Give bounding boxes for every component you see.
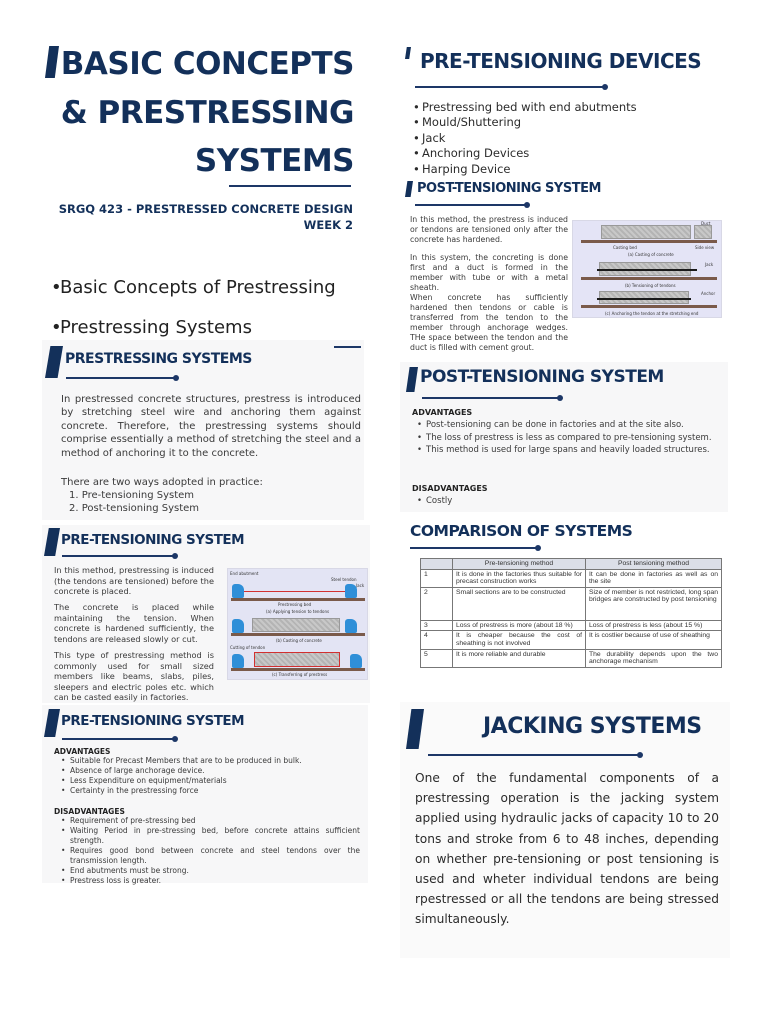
advantage-item: • The loss of prestress is less as compared to pre-tensioning system. — [416, 432, 726, 445]
abutment-icon — [232, 619, 244, 633]
accent-slash-icon — [45, 46, 59, 78]
tendon — [597, 298, 691, 300]
section-heading: PRE-TENSIONING SYSTEM — [61, 713, 245, 729]
advantage-item: • Absence of large anchorage device. — [60, 766, 360, 776]
device-item: • Jack — [412, 131, 637, 146]
diagram-label: Cutting of tendon — [230, 645, 266, 650]
section-heading: COMPARISON OF SYSTEMS — [410, 522, 633, 540]
diagram-label: Anchor — [701, 291, 716, 296]
table-header-row — [421, 559, 722, 570]
topic-list — [50, 268, 336, 348]
pre-tensioning-cell: Small sections are to be constructed — [453, 587, 586, 620]
pre-tensioning-cell: It is done in the factories thus suitable for precast construction works — [453, 569, 586, 587]
post-tensioning-cell: Size of member is not restricted, long span bridges are constructed by post tensioning — [586, 587, 722, 620]
devices-list — [412, 100, 637, 177]
table-row — [421, 569, 722, 587]
title-line-1: BASIC CONCEPTS — [60, 46, 354, 82]
pre-tensioning-slide-1 — [42, 525, 370, 703]
heading-divider — [428, 754, 640, 756]
post-tensioning-diagram — [572, 220, 722, 318]
way-item-1: 1. Pre-tensioning System — [69, 490, 195, 501]
column-header — [421, 559, 453, 570]
title-line-3: SYSTEMS — [194, 143, 354, 179]
disadvantages-label: DISADVANTAGES — [54, 807, 125, 816]
way-item-2: 2. Post-tensioning System — [69, 503, 200, 514]
device-item: • Anchoring Devices — [412, 146, 637, 161]
jacking-systems-slide — [400, 702, 730, 958]
disadvantage-item: • Prestress loss is greater. — [60, 876, 360, 886]
section-heading: POST-TENSIONING SYSTEM — [417, 181, 601, 196]
accent-slash-icon — [44, 528, 60, 556]
post-tensioning-cell: The durability depends upon the two anchorage mechanism — [586, 649, 722, 667]
advantage-item: • This method is used for large spans and heavily loaded structures. — [416, 444, 726, 457]
abutment-icon — [350, 654, 362, 668]
comparison-table — [420, 558, 722, 668]
diagram-label: End abutment — [230, 571, 259, 576]
diagram-caption: (b) Tensioning of tendons — [625, 283, 676, 288]
paragraph-1: In this method, the prestress is induced or tendons are tensioned only after the concrete has hardened. — [410, 215, 568, 244]
abutment-icon — [345, 619, 357, 633]
disadvantage-item: • Costly — [416, 495, 616, 507]
heading-divider — [415, 204, 527, 206]
disadvantages-list — [416, 495, 616, 507]
disadvantage-item: • Requirement of pre-stressing bed — [60, 816, 360, 826]
advantages-list — [60, 756, 360, 796]
post-tensioning-cell: Loss of prestress is less (about 15 %) — [586, 620, 722, 631]
abutment-icon — [232, 584, 244, 598]
section-heading: PRESTRESSING SYSTEMS — [65, 351, 252, 367]
post-tensioning-cell: It can be done in factories as well as on the site — [586, 569, 722, 587]
prestressing-bed — [231, 668, 365, 671]
concrete-block — [252, 618, 340, 632]
title-line-2: & PRESTRESSING — [60, 95, 354, 131]
column-header: Post tensioning method — [586, 559, 722, 570]
advantages-label: ADVANTAGES — [54, 747, 111, 756]
table-row — [421, 587, 722, 620]
top-divider — [334, 346, 361, 348]
diagram-label: Prestressing bed — [278, 602, 312, 607]
advantages-list — [416, 419, 726, 457]
course-week: WEEK 2 — [303, 218, 353, 232]
column-header: Pre-tensioning method — [453, 559, 586, 570]
title-divider — [229, 185, 351, 187]
diagram-label: Casting bed — [613, 245, 637, 250]
abutment-icon — [232, 654, 244, 668]
advantage-item: • Certainty in the prestressing force — [60, 786, 360, 796]
casting-bed — [581, 305, 717, 308]
diagram-label: Steel tendon — [331, 577, 357, 582]
pre-tensioning-cell: Loss of prestress is more (about 18 %) — [453, 620, 586, 631]
heading-divider — [62, 555, 175, 557]
heading-divider — [62, 738, 175, 740]
post-tensioning-cell: It is costlier because of use of sheathing — [586, 631, 722, 649]
topic-item: • Prestressing Systems — [50, 308, 336, 348]
table-row — [421, 631, 722, 649]
accent-slash-icon — [406, 709, 424, 749]
disadvantages-label: DISADVANTAGES — [412, 484, 488, 493]
device-item: • Prestressing bed with end abutments — [412, 100, 637, 115]
pre-tensioning-cell: It is more reliable and durable — [453, 649, 586, 667]
paragraph-3: This type of prestressing method is commonly used for small sized members like beams, slabs, piles, sleepers and electric poles etc. which can be casted easily in factories. — [54, 650, 214, 703]
concrete-block — [254, 652, 340, 667]
section-paragraph: One of the fundamental components of a prestressing operation is the jacking system applied using hydraulic jacks of capacity 10 to 20 tons and stroke from 6 to 48 inches, depending on whether pre-tensioning or post tensioning is used and wheter individual tendons are being rpestressed or all the tendons are being stressed simultaneously. — [415, 771, 719, 927]
diagram-label: Duct — [701, 221, 711, 226]
paragraph-1: In this method, prestressing is induced (the tendons are tensioned) before the concrete is placed. — [54, 565, 214, 597]
table-row — [421, 620, 722, 631]
accent-slash-icon — [405, 47, 411, 59]
row-number: 5 — [421, 649, 453, 667]
section-heading: PRE-TENSIONING SYSTEM — [61, 532, 245, 548]
accent-slash-icon — [405, 181, 413, 197]
tendon — [597, 269, 697, 271]
diagram-label: Jack — [356, 583, 365, 588]
diagram-caption: (a) Applying tension to tendons — [266, 609, 330, 614]
accent-slash-icon — [45, 346, 63, 378]
diagram-label: Side view — [695, 245, 715, 250]
section-heading: POST-TENSIONING SYSTEM — [420, 367, 664, 387]
ways-intro: There are two ways adopted in practice: — [61, 477, 263, 488]
casting-bed — [581, 240, 717, 243]
section-paragraph: In prestressed concrete structures, prestress is introduced by stretching steel wire and anchoring them against concrete. Therefore, the prestressing systems should comprise essentially a method of stretching the steel and a method of anchoring it to the concrete. — [61, 394, 361, 459]
advantages-label: ADVANTAGES — [412, 408, 473, 417]
heading-divider — [410, 547, 538, 549]
diagram-caption: (c) Anchoring the tendon at the stretching end — [605, 311, 699, 316]
section-heading: PRE-TENSIONING DEVICES — [420, 49, 702, 73]
abutment-icon — [345, 584, 357, 598]
paragraph-2: In this system, the concreting is done first and a duct is formed in the member with tube or with a metal sheath. — [410, 253, 568, 292]
heading-divider — [422, 397, 560, 399]
topic-item: • Basic Concepts of Prestressing — [50, 268, 336, 308]
accent-slash-icon — [44, 709, 60, 737]
device-item: • Harping Device — [412, 162, 637, 177]
diagram-label: Jack — [705, 262, 714, 267]
advantage-item: • Less Expenditure on equipment/materials — [60, 776, 360, 786]
row-number: 2 — [421, 587, 453, 620]
disadvantage-item: • End abutments must be strong. — [60, 866, 360, 876]
advantage-item: • Suitable for Precast Members that are to be produced in bulk. — [60, 756, 360, 766]
post-tensioning-slide-2 — [400, 362, 728, 512]
advantage-item: • Post-tensioning can be done in factories and at the site also. — [416, 419, 726, 432]
prestressing-bed — [231, 633, 365, 636]
heading-divider — [66, 377, 176, 379]
device-item: • Mould/Shuttering — [412, 115, 637, 130]
prestressing-bed — [231, 598, 365, 601]
concrete-block — [601, 225, 691, 239]
accent-slash-icon — [406, 367, 418, 392]
disadvantages-list — [60, 816, 360, 886]
pre-tensioning-diagram — [227, 568, 368, 680]
section-heading: JACKING SYSTEMS — [483, 714, 702, 739]
table-row — [421, 649, 722, 667]
tendon — [244, 591, 345, 592]
diagram-caption: (a) Casting of concrete — [628, 252, 674, 257]
course-title: SRGQ 423 - PRESTRESSED CONCRETE DESIGN — [58, 202, 353, 216]
pre-tensioning-slide-2 — [42, 705, 368, 883]
pre-tensioning-cell: It is cheaper because the cost of sheathing is not involved — [453, 631, 586, 649]
disadvantage-item: • Waiting Period in pre-stressing bed, before concrete attains sufficient strength. — [60, 826, 360, 846]
casting-bed — [581, 277, 717, 280]
paragraph-2: The concrete is placed while maintaining the tension. When concrete is hardened sufficiently, the tendons are released slowly or cut. — [54, 602, 214, 644]
disadvantage-item: • Requires good bond between concrete and steel tendons over the transmission length. — [60, 846, 360, 866]
heading-divider — [415, 86, 605, 88]
row-number: 4 — [421, 631, 453, 649]
side-view-block — [694, 225, 712, 239]
row-number: 3 — [421, 620, 453, 631]
diagram-caption: (c) Transferring of prestress — [272, 672, 328, 677]
paragraph-3: When concrete has sufficiently hardened then tendons or cable is transferred from the tendon to the member through anchorage wedges. THe space between the tendon and the duct is filled with cement grout. — [410, 293, 568, 352]
row-number: 1 — [421, 569, 453, 587]
diagram-caption: (b) Casting of concrete — [276, 638, 322, 643]
prestressing-systems-slide — [42, 340, 364, 520]
